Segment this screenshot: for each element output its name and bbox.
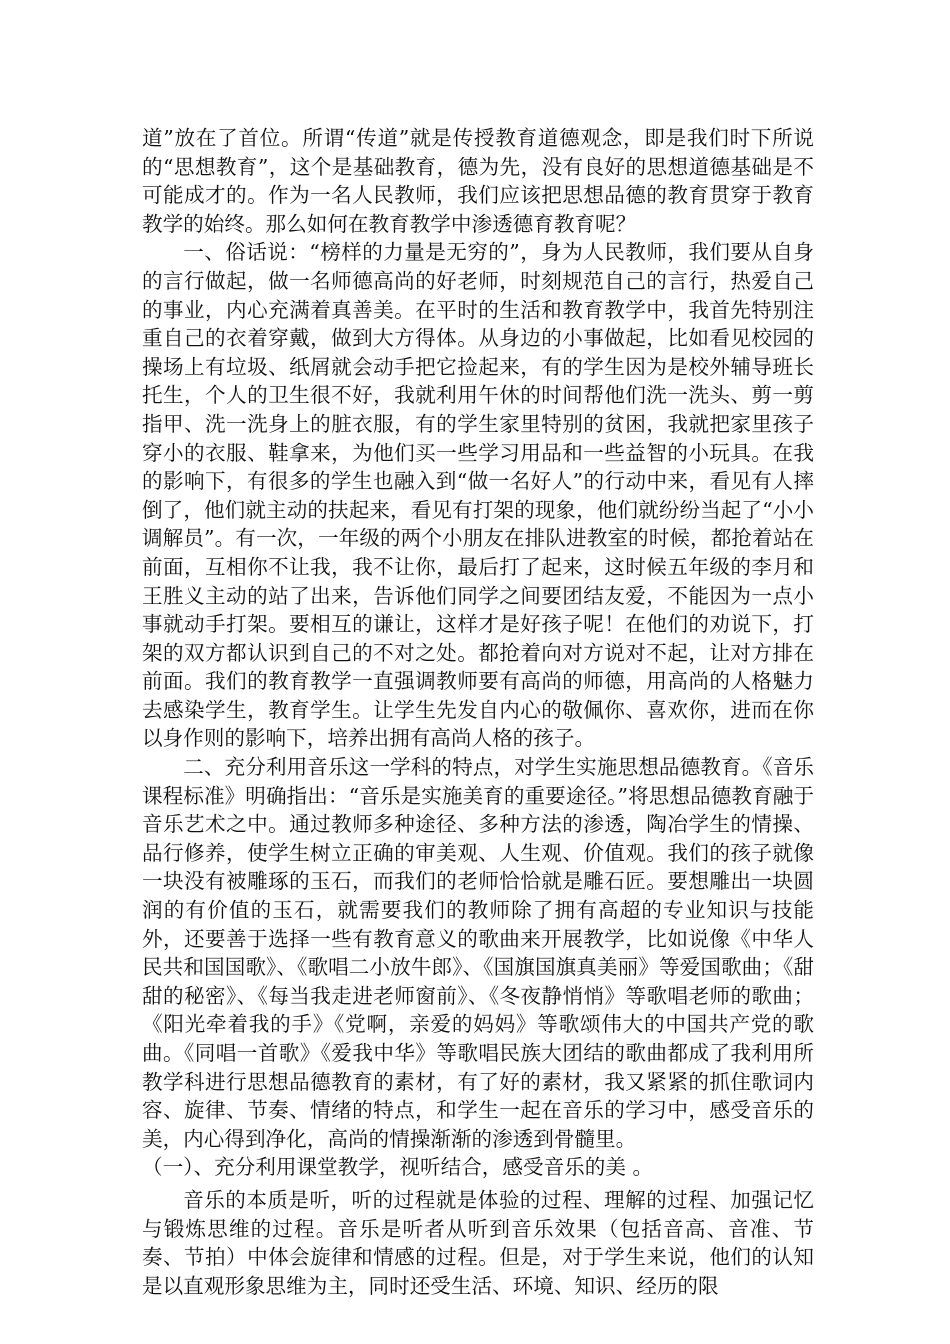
- subsection-heading: （一）、充分利用课堂教学，视听结合，感受音乐的美 。: [142, 1155, 654, 1180]
- subsection-one-paragraph: 音乐的本质是听，听的过程就是体验的过程、理解的过程、加强记忆与锻炼思维的过程。音乐是听者从听到音乐效果（包括音高、音准、节奏、节拍）中体会旋律和情感的过程。但是，对于学生来说，他们的认知是以直观形象思维为主，同时还受生活、环境、知识、经历的限: [142, 1187, 814, 1298]
- section-two-paragraph: 二、充分利用音乐这一学科的特点，对学生实施思想品德教育。《音乐课程标准》明确指出：“音乐是实施美育的重要途径。”将思想品德教育融于音乐艺术之中。通过教师多种途径、多种方法的渗透，陶冶学生的情操、品行修养，使学生树立正确的审美观、人生观、价值观。我们的孩子就像一块没有被雕琢的玉石，而我们的老师恰恰就是雕石匠。要想雕出一块圆润的有价值的玉石，就需要我们的教师除了拥有高超的专业知识与技能外，还要善于选择一些有教育意义的歌曲来开展教学，比如说像《中华人民共和国国歌》、《歌唱二小放牛郎》、《国旗国旗真美丽》等爱国歌曲；《甜甜的秘密》、《每当我走进老师窗前》、《冬夜静悄悄》等歌唱老师的歌曲；《阳光牵着我的手》《党啊，亲爱的妈妈》等歌颂伟大的中国共产党的歌曲。《同唱一首歌》《爱我中华》等歌唱民族大团结的歌曲都成了我利用所教学科进行思想品德教育的素材，有了好的素材，我又紧紧的抓住歌词内容、旋律、节奏、情绪的特点，和学生一起在音乐的学习中，感受音乐的美，内心得到净化，高尚的情操渐渐的渗透到骨髓里。: [142, 755, 814, 1151]
- section-one-paragraph: 一、俗话说：“榜样的力量是无穷的”，身为人民教师，我们要从自身的言行做起，做一名师德高尚的好老师，时刻规范自己的言行，热爱自己的事业，内心充满着真善美。在平时的生活和教育教学中，我首先特别注重自己的衣着穿戴，做到大方得体。从身边的小事做起，比如看见校园的操场上有垃圾、纸屑就会动手把它捡起来，有的学生因为是校外辅导班长托生，个人的卫生很不好，我就利用午休的时间帮他们洗一洗头、剪一剪指甲、洗一洗身上的脏衣服，有的学生家里特别的贫困，我就把家里孩子穿小的衣服、鞋拿来，为他们买一些学习用品和一些益智的小玩具。在我的影响下，有很多的学生也融入到“做一名好人”的行动中来，看见有人摔倒了，他们就主动的扶起来，看见有打架的现象，他们就纷纷当起了“小小调解员”。有一次，一年级的两个小朋友在排队进教室的时候，都抢着站在前面，互相你不让我，我不让你，最后打了起来，这时候五年级的李月和王胜义主动的站了出来，告诉他们同学之间要团结友爱，不能因为一点小事就动手打架。要相互的谦让，这样才是好孩子呢！在他们的劝说下，打架的双方都认识到自己的不对之处。都抢着向对方说对不起，让对方排在前面。我们的教育教学一直强调教师要有高尚的师德，用高尚的人格魅力去感染学生，教育学生。让学生先发自内心的敬佩你、喜欢你，进而在你以身作则的影响下，培养出拥有高尚人格的孩子。: [142, 240, 814, 751]
- intro-paragraph: 道”放在了首位。所谓“传道”就是传授教育道德观念，即是我们时下所说的“思想教育”，这个是基础教育，德为先，没有良好的思想道德基础是不可能成才的。作为一名人民教师，我们应该把思想品德的教育贯穿于教育教学的始终。那么如何在教育教学中渗透德育教育呢？: [142, 126, 814, 236]
- document-page: [142, 124, 814, 1300]
